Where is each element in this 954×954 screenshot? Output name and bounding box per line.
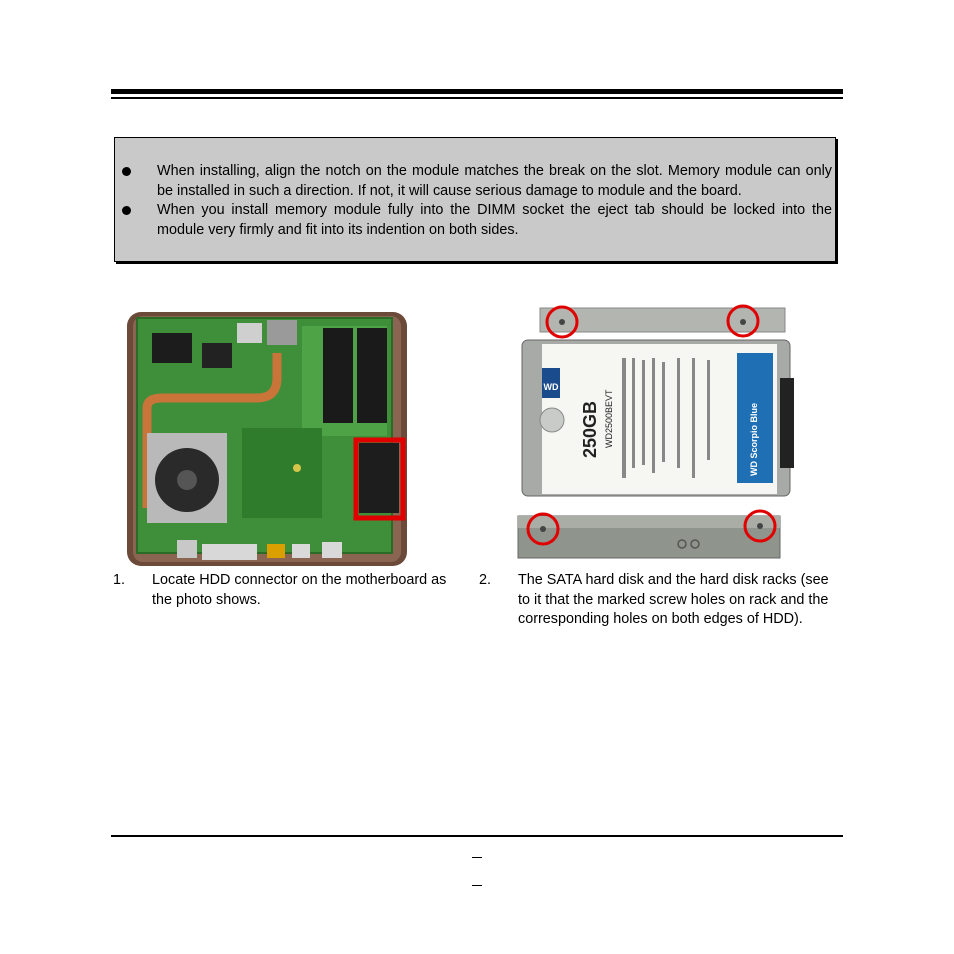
note-item	[122, 162, 832, 201]
hdd-series-text: WD Scorpio Blue	[749, 402, 759, 476]
note-item	[122, 201, 832, 240]
header-rule-thin	[111, 97, 843, 99]
hdd-photo	[512, 298, 800, 568]
bullet-icon	[122, 206, 131, 215]
note-list	[122, 162, 832, 240]
step-1-caption	[113, 571, 463, 616]
note-text: When you install memory module fully into the DIMM socket the eject tab should be locked into the module very firmly and fit into its indention on both sides.	[157, 202, 832, 238]
hdd-brand-text: WD	[543, 382, 559, 392]
step-number: 1.	[113, 572, 126, 588]
footer-rule	[111, 835, 843, 837]
footer-mark	[472, 885, 482, 886]
step-number: 2.	[479, 572, 492, 588]
header-rule-thick	[111, 89, 843, 94]
hdd-capacity-text: 250GB	[580, 400, 600, 458]
note-text: When installing, align the notch on the module matches the break on the slot. Memory module can only be installed in such a direction. If not, it will cause serious damage to module and the board.	[157, 163, 832, 199]
footer-mark	[472, 857, 482, 858]
step-text: Locate HDD connector on the motherboard as the photo shows.	[152, 572, 447, 608]
hdd-model-text: WD2500BEVT	[604, 389, 614, 448]
bullet-icon	[122, 167, 131, 176]
step-2-caption	[479, 571, 839, 656]
step-text: The SATA hard disk and the hard disk racks (see to it that the marked screw holes on rack and the corresponding holes on both edges of HDD).	[518, 572, 829, 628]
motherboard-photo	[127, 308, 407, 566]
